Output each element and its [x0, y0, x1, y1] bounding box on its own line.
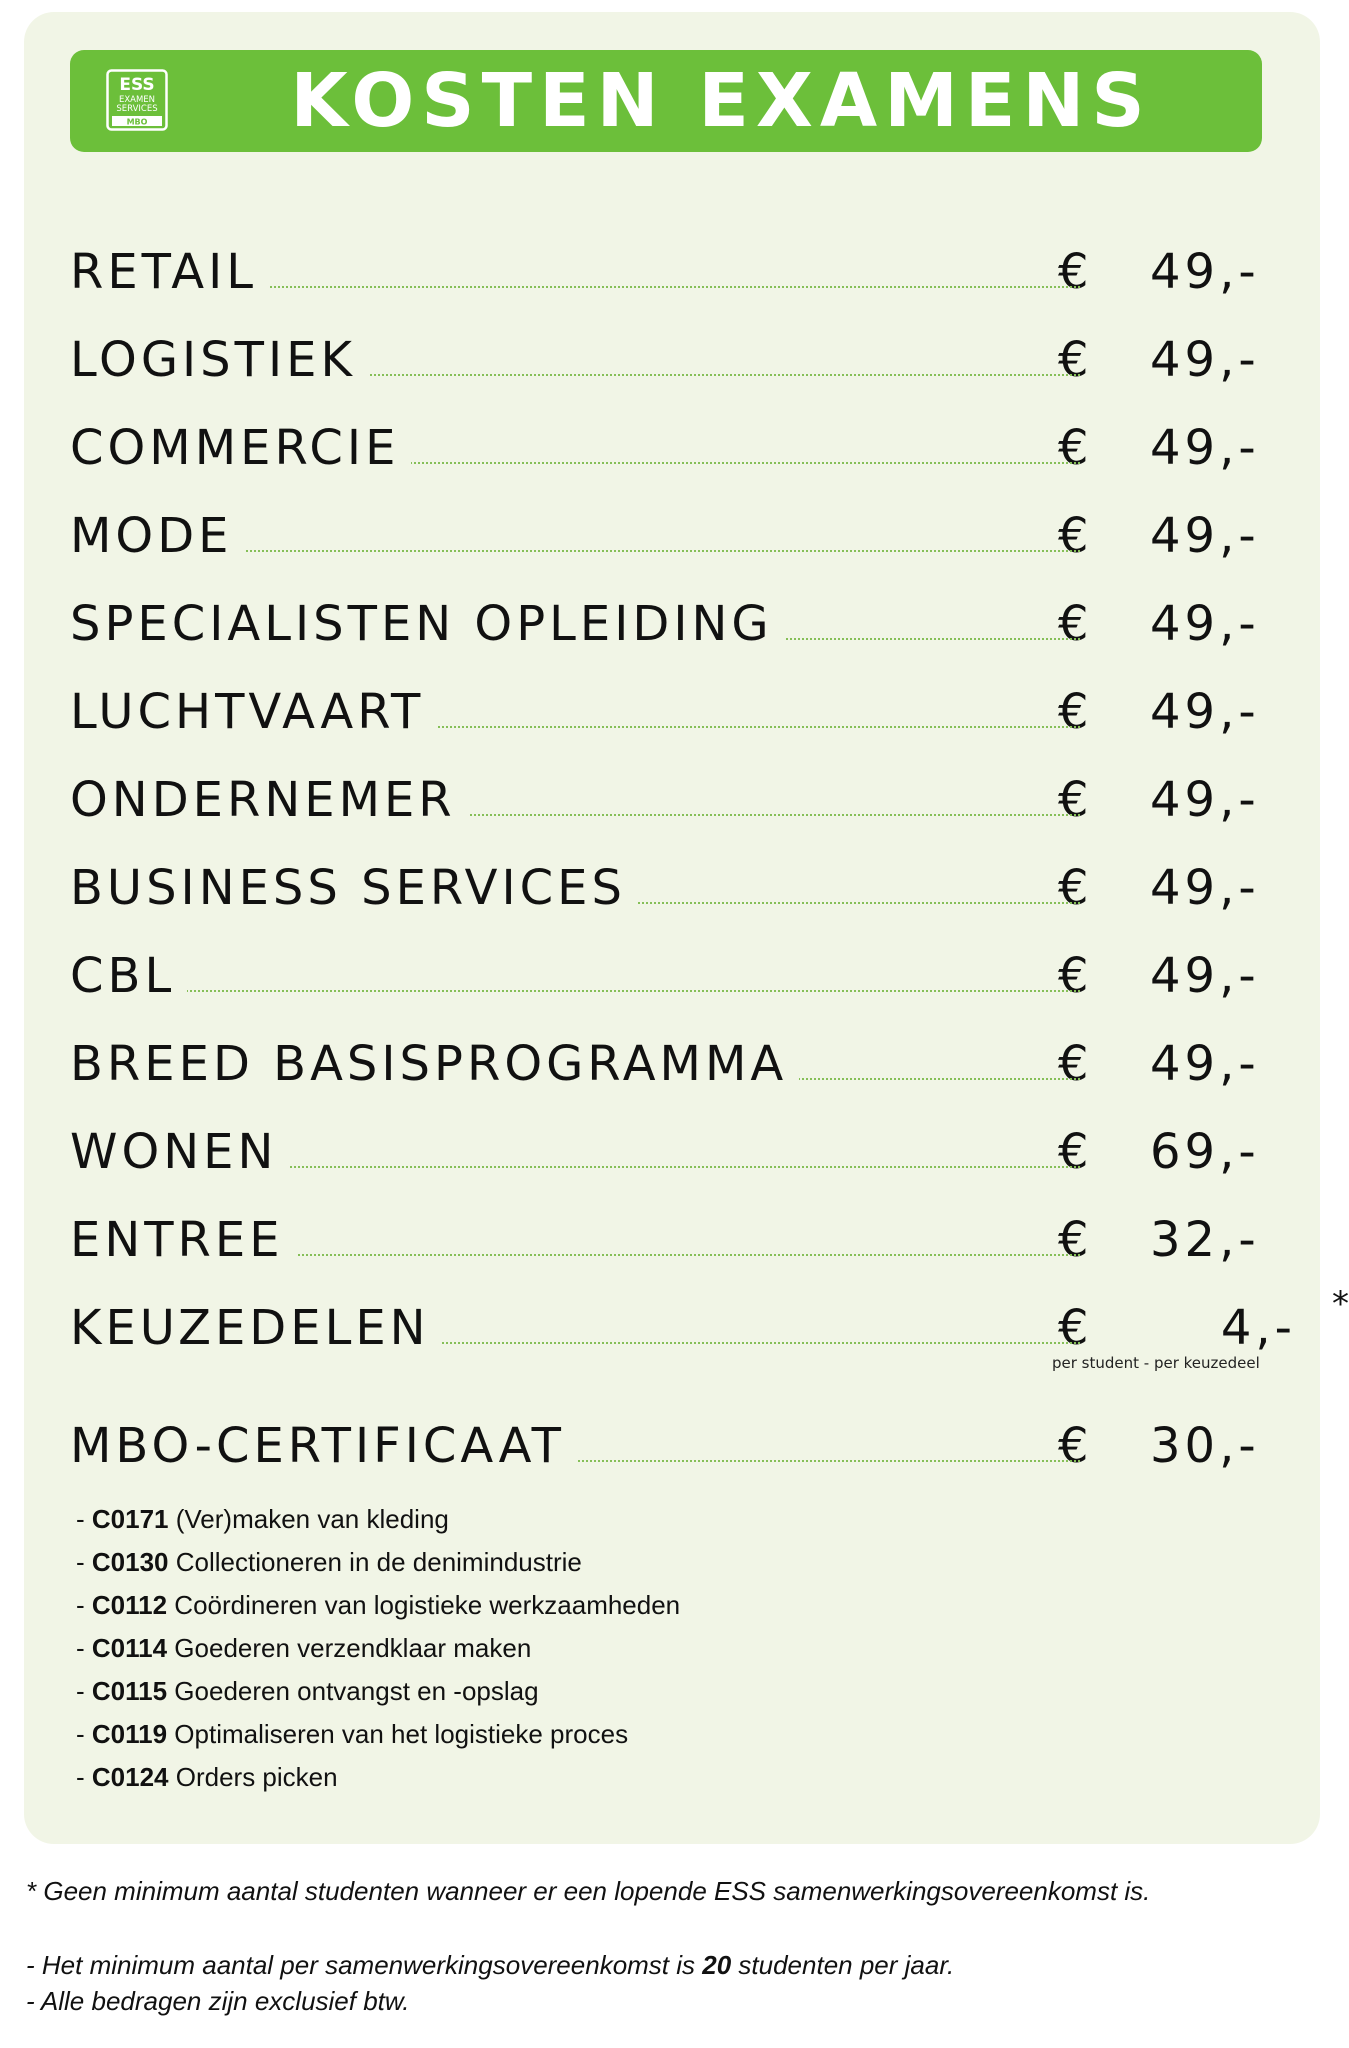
- exam-name: COMMERCIE: [70, 416, 411, 480]
- exam-name: LOGISTIEK: [70, 328, 368, 392]
- certificate-code-list: [76, 1498, 680, 1799]
- price-row-keuzedelen: [70, 1284, 1349, 1360]
- certificate-code: C0130: [91, 1547, 169, 1577]
- logo-text-mid2: SERVICES: [116, 104, 158, 114]
- keuzedelen-price-note: per student - per keuzedeel: [1052, 1354, 1260, 1372]
- certificate-code: C0115: [91, 1676, 168, 1706]
- exam-name: SPECIALISTEN OPLEIDING: [70, 592, 785, 656]
- exam-name: BUSINESS SERVICES: [70, 856, 638, 920]
- certificate-code: C0119: [91, 1719, 168, 1749]
- price-row-mode: [70, 504, 1280, 568]
- price-row-mbo-certificaat: [70, 1414, 1280, 1478]
- exam-price: 49,-: [1150, 948, 1260, 1004]
- currency-symbol: €: [1058, 508, 1089, 564]
- exam-name: MBO-CERTIFICAAT: [70, 1414, 577, 1478]
- certificate-label: (Ver)maken van kleding: [168, 1504, 449, 1534]
- certificate-code: C0171: [91, 1504, 169, 1534]
- list-item: - C0171 (Ver)maken van kleding: [76, 1504, 449, 1534]
- exam-price: 49,-: [1150, 1036, 1260, 1092]
- exam-price: 49,-: [1150, 684, 1260, 740]
- certificate-code: C0124: [91, 1762, 169, 1792]
- price-row-ondernemer: [70, 768, 1280, 832]
- price-row-luchtvaart: [70, 680, 1280, 744]
- currency-symbol: €: [1058, 1212, 1089, 1268]
- footnote-asterisk: * Geen minimum aantal studenten wanneer er een lopende ESS samenwerkingsovereenkomst is.: [26, 1876, 1151, 1906]
- logo-text-top: ESS: [119, 75, 155, 95]
- exam-price: 49,-: [1150, 596, 1260, 652]
- price-row-logistiek: [70, 328, 1280, 392]
- footnote-vat: - Alle bedragen zijn exclusief btw.: [26, 1986, 410, 2016]
- currency-symbol: €: [1058, 1036, 1089, 1092]
- price-row-retail: [70, 240, 1280, 304]
- certificate-label: Goederen verzendklaar maken: [167, 1633, 532, 1663]
- exam-price: 4,-: [1220, 1300, 1296, 1356]
- list-item: - C0114 Goederen verzendklaar maken: [76, 1633, 532, 1663]
- exam-price: 49,-: [1150, 772, 1260, 828]
- exam-name: ONDERNEMER: [70, 768, 468, 832]
- currency-symbol: €: [1058, 1124, 1089, 1180]
- page-title: KOSTEN EXAMENS: [290, 58, 1152, 144]
- exam-name: RETAIL: [70, 240, 269, 304]
- list-item: - C0119 Optimaliseren van het logistieke proces: [76, 1719, 629, 1749]
- certificate-code: C0112: [91, 1590, 168, 1620]
- title-banner: [70, 50, 1262, 152]
- list-item: - C0115 Goederen ontvangst en -opslag: [76, 1676, 539, 1706]
- certificate-label: Goederen ontvangst en -opslag: [167, 1676, 539, 1706]
- price-row-breed-basisprogramma: [70, 1032, 1280, 1096]
- exam-name: KEUZEDELEN: [70, 1296, 442, 1360]
- exam-name: BREED BASISPROGRAMMA: [70, 1032, 799, 1096]
- exam-price: 49,-: [1150, 420, 1260, 476]
- currency-symbol: €: [1058, 860, 1089, 916]
- currency-symbol: €: [1058, 1300, 1089, 1356]
- price-row-wonen: [70, 1120, 1280, 1184]
- exam-name: MODE: [70, 504, 244, 568]
- currency-symbol: €: [1058, 332, 1089, 388]
- certificate-label: Optimaliseren van het logistieke proces: [167, 1719, 629, 1749]
- currency-symbol: €: [1058, 596, 1089, 652]
- minimum-number: 20: [702, 1950, 732, 1980]
- price-row-cbl: [70, 944, 1280, 1008]
- list-item: - C0130 Collectioneren in de denimindustrie: [76, 1547, 582, 1577]
- exam-price: 30,-: [1150, 1418, 1260, 1474]
- exam-name: ENTREE: [70, 1208, 296, 1272]
- currency-symbol: €: [1058, 420, 1089, 476]
- logo-text-mid1: EXAMEN: [118, 95, 156, 105]
- exam-name: LUCHTVAART: [70, 680, 436, 744]
- price-row-commercie: [70, 416, 1280, 480]
- price-row-entree: [70, 1208, 1280, 1272]
- exam-price: 49,-: [1150, 860, 1260, 916]
- certificate-code: C0114: [91, 1633, 168, 1663]
- exam-price: 69,-: [1150, 1124, 1260, 1180]
- exam-name: WONEN: [70, 1120, 289, 1184]
- currency-symbol: €: [1058, 684, 1089, 740]
- list-item: - C0112 Coördineren van logistieke werkzaamheden: [76, 1590, 681, 1620]
- dotted-leader: [70, 990, 1080, 992]
- price-row-specialisten-opleiding: [70, 592, 1280, 656]
- exam-price: 49,-: [1150, 508, 1260, 564]
- logo-text-bottom: MBO: [126, 117, 148, 127]
- currency-symbol: €: [1058, 1418, 1089, 1474]
- footnote-minimum: - Het minimum aantal per samenwerkingsovereenkomst is 20 studenten per jaar.: [26, 1950, 955, 1980]
- exam-price: 49,-: [1150, 332, 1260, 388]
- exam-price: 32,-: [1150, 1212, 1260, 1268]
- ess-logo-icon: [106, 69, 168, 131]
- exam-price: 49,-: [1150, 244, 1260, 300]
- currency-symbol: €: [1058, 772, 1089, 828]
- list-item: - C0124 Orders picken: [76, 1762, 338, 1792]
- currency-symbol: €: [1058, 244, 1089, 300]
- asterisk-marker: *: [1332, 1284, 1349, 1324]
- price-row-business-services: [70, 856, 1280, 920]
- certificate-label: Collectioneren in de denimindustrie: [168, 1547, 582, 1577]
- certificate-label: Orders picken: [168, 1762, 338, 1792]
- exam-name: CBL: [70, 944, 187, 1008]
- certificate-label: Coördineren van logistieke werkzaamheden: [167, 1590, 681, 1620]
- currency-symbol: €: [1058, 948, 1089, 1004]
